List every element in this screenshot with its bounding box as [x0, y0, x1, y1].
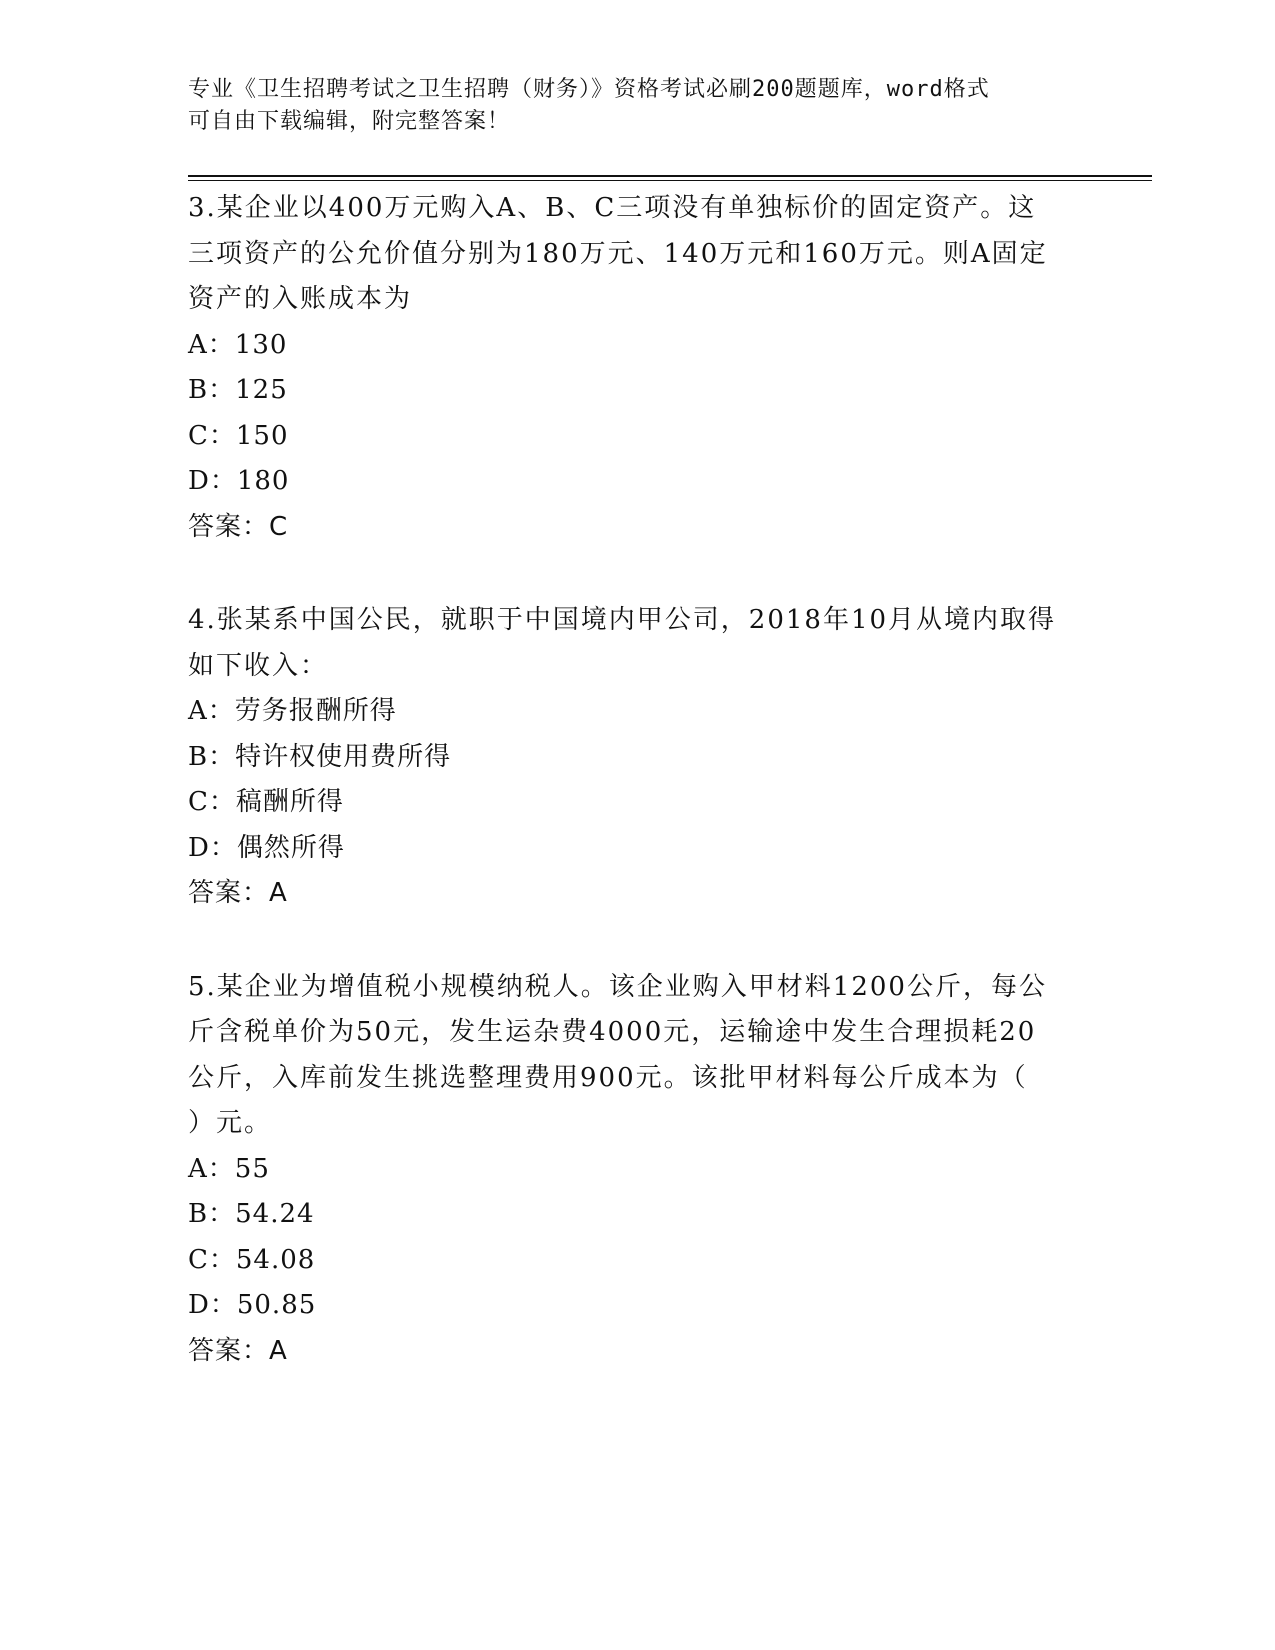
question-text-line: 公斤，入库前发生挑选整理费用900元。该批甲材料每公斤成本为（	[188, 1062, 1028, 1093]
answer-label: 答案：A	[188, 1335, 288, 1366]
question-text-line: 5.某企业为增值税小规模纳税人。该企业购入甲材料1200公斤，每公	[188, 971, 1047, 1002]
question-text-line: 三项资产的公允价值分别为180万元、140万元和160万元。则A固定	[188, 238, 1048, 269]
question-text-line: ）元。	[188, 1108, 273, 1138]
question-text-line: 4.张某系中国公民，就职于中国境内甲公司，2018年10月从境内取得	[188, 605, 1057, 635]
option-d: D：50.85	[188, 1290, 317, 1320]
question-text-line: 斤含税单价为50元，发生运杂费4000元，运输途中发生合理损耗20	[188, 1017, 1037, 1047]
option-b: B：特许权使用费所得	[188, 741, 452, 772]
option-d: D：偶然所得	[188, 832, 345, 863]
option-d: D：180	[188, 466, 290, 496]
question-4	[188, 598, 1088, 917]
question-5	[188, 965, 1088, 1375]
option-a: A：劳务报酬所得	[188, 696, 397, 726]
option-a: A：130	[188, 329, 288, 360]
answer-label: 答案：A	[188, 878, 288, 908]
option-b: B：54.24	[188, 1199, 315, 1229]
question-3	[188, 186, 1088, 550]
option-c: C：150	[188, 420, 289, 451]
question-list	[188, 186, 1088, 1422]
option-c: C：稿酬所得	[188, 787, 344, 817]
header-line-2: 可自由下载编辑，附完整答案！	[188, 109, 511, 134]
answer-label: 答案：C	[188, 511, 289, 542]
option-a: A：55	[188, 1153, 270, 1184]
question-text-line: 3.某企业以400万元购入A、B、C三项没有单独标价的固定资产。这	[188, 193, 1037, 223]
option-c: C：54.08	[188, 1244, 316, 1275]
header-divider-thick	[188, 175, 1152, 177]
header-divider-thin	[188, 180, 1152, 181]
question-text-line: 如下收入：	[188, 650, 329, 681]
option-b: B：125	[188, 375, 288, 405]
question-text-line: 资产的入账成本为	[188, 284, 413, 314]
document-header	[188, 74, 1088, 138]
header-line-1: 专业《卫生招聘考试之卫生招聘（财务）》资格考试必刷200题题库，word格式	[188, 77, 990, 102]
